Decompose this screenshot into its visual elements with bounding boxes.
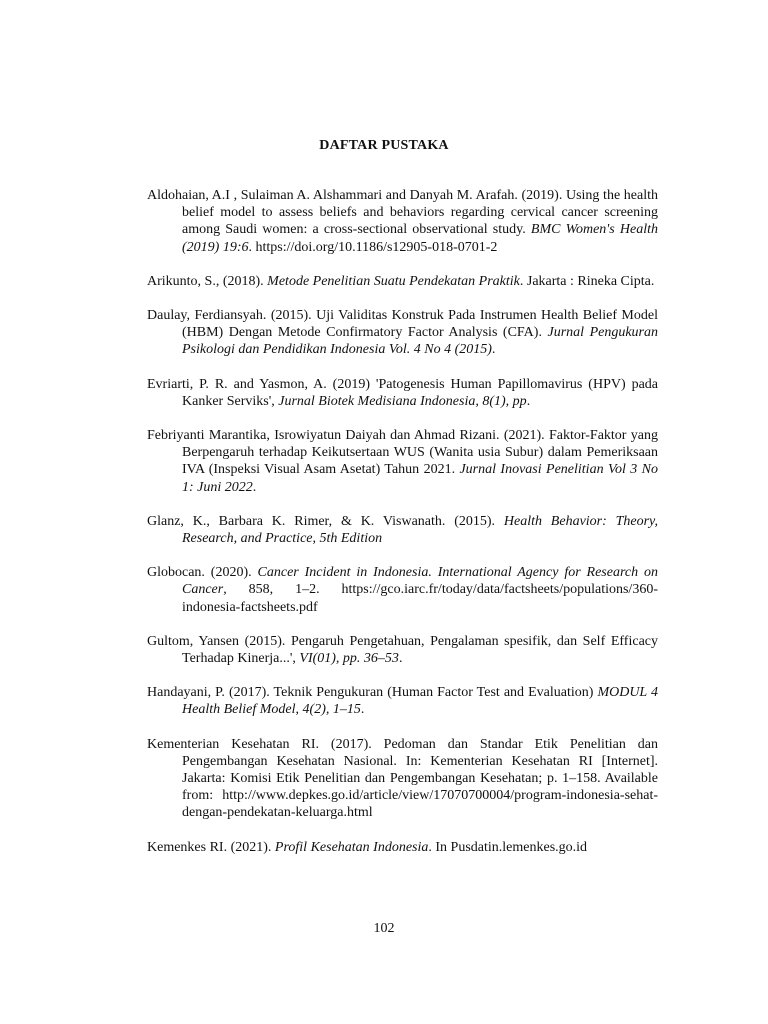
reference-text: Globocan. (2020).	[147, 565, 258, 581]
reference-febriyanti	[147, 427, 658, 496]
reference-text: Handayani, P. (2017). Teknik Pengukuran (Human Factor Test and Evaluation)	[147, 685, 598, 701]
reference-source: Profil Kesehatan Indonesia	[274, 839, 429, 855]
reference-source: BMC Women's Health (2019) 19:6	[182, 222, 658, 255]
reference-handayani	[147, 684, 658, 718]
reference-text: Gultom, Yansen (2015). Pengaruh Pengetahuan, Pengalaman spesifik, dan Self Efficacy Terhadap Kinerja...',	[147, 633, 658, 667]
reference-text: .	[526, 393, 531, 409]
reference-text: . Jakarta : Rineka Cipta.	[519, 273, 655, 289]
reference-daulay	[147, 307, 658, 359]
reference-kemenkes-2021	[147, 839, 658, 856]
reference-source: Jurnal Inovasi Penelitian Vol 3 No 1: Juni 2022	[182, 462, 658, 495]
reference-text: Glanz, K., Barbara K. Rimer, & K. Viswanath. (2015).	[147, 513, 504, 529]
reference-source: Jurnal Biotek Medisiana Indonesia, 8(1), pp	[278, 393, 527, 409]
reference-text: .	[360, 702, 365, 718]
page-title: DAFTAR PUSTAKA	[319, 138, 449, 153]
reference-source: Metode Penelitian Suatu Pendekatan Praktik	[267, 273, 520, 289]
reference-evriarti	[147, 376, 658, 410]
reference-glanz	[147, 513, 658, 547]
reference-source: Jurnal Pengukuran Psikologi dan Pendidikan Indonesia Vol. 4 No 4 (2015)	[182, 325, 658, 358]
reference-text: Aldohaian, A.I , Sulaiman A. Alshammari and Danyah M. Arafah. (2019). Using the health belief model to assess beliefs and behaviors regarding cervical cancer screening among Saudi women: a cross-sectional observational study.	[147, 188, 658, 238]
reference-source: Cancer Incident in Indonesia. International Agency for Research on Cancer	[182, 565, 658, 598]
reference-text: . In Pusdatin.lemenkes.go.id	[428, 839, 588, 855]
reference-source: 4(2), 1–15	[302, 702, 361, 718]
reference-gultom	[147, 633, 658, 667]
reference-text: .	[491, 342, 496, 358]
reference-text: .	[252, 479, 257, 495]
reference-arikunto	[147, 273, 658, 290]
reference-text: Kemenkes RI. (2021).	[147, 839, 275, 855]
reference-kemenkes-2017	[147, 736, 658, 822]
reference-text: Febriyanti Marantika, Isrowiyatun Daiyah dan Ahmad Rizani. (2021). Faktor-Faktor yang Berpengaruh terhadap Keikutsertaan WUS (Wanita usia Subur) dalam Pemeriksaan IVA (Inspeksi Visual Asam Asetat) Tahun 2021.	[147, 428, 658, 478]
reference-source: MODUL 4 Health Belief Model	[182, 685, 659, 718]
reference-source: VI(01), pp. 36–53	[299, 651, 399, 667]
reference-text: .	[398, 651, 403, 667]
reference-source: Health Behavior: Theory, Research, and Practice, 5th Edition	[182, 513, 658, 547]
page-number: 102	[373, 921, 395, 936]
reference-text: . https://doi.org/10.1186/s12905-018-0701-2	[248, 239, 498, 255]
reference-text: , 858, 1–2. https://gco.iarc.fr/today/data/factsheets/populations/360-indonesia-factsheets.pdf	[182, 582, 658, 615]
reference-text: Daulay, Ferdiansyah. (2015). Uji Validitas Konstruk Pada Instrumen Health Belief Model (HBM) Dengan Metode Confirmatory Factor Analysis (CFA).	[147, 308, 658, 341]
reference-aldohaian	[147, 187, 658, 256]
reference-text: ,	[295, 702, 303, 718]
reference-text: Kementerian Kesehatan RI. (2017). Pedoman dan Standar Etik Penelitian dan Pengembangan Kesehatan Nasional. In: Kementerian Kesehatan RI [Internet]. Jakarta: Komisi Etik Penelitian dan Pengembangan Kesehatan; p. 1–158. Available from: http://www.depkes.go.id/article/view/17070700004/program-indonesia-sehat-dengan-pendekatan-keluarga.html	[147, 736, 658, 821]
reference-globocan	[147, 564, 658, 616]
reference-list	[147, 187, 658, 873]
reference-text: Arikunto, S., (2018).	[147, 273, 268, 289]
reference-text: Evriarti, P. R. and Yasmon, A. (2019) 'Patogenesis Human Papillomavirus (HPV) pada Kanker Serviks',	[147, 376, 658, 409]
